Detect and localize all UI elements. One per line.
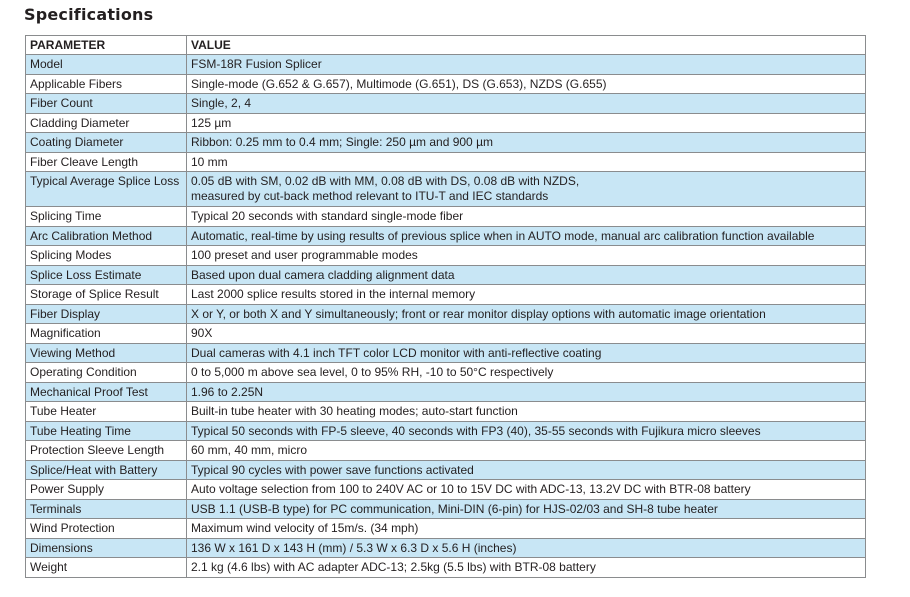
value-cell: Single, 2, 4 [187, 94, 866, 114]
table-header-row [26, 36, 866, 55]
header-parameter: PARAMETER [26, 36, 187, 55]
param-cell: Dimensions [26, 538, 187, 558]
param-cell: Coating Diameter [26, 133, 187, 153]
table-row [26, 363, 866, 383]
table-row [26, 343, 866, 363]
value-cell: Typical 90 cycles with power save functions activated [187, 460, 866, 480]
table-row [26, 113, 866, 133]
param-cell: Weight [26, 558, 187, 578]
table-row [26, 519, 866, 539]
value-cell: 60 mm, 40 mm, micro [187, 441, 866, 461]
value-cell: Auto voltage selection from 100 to 240V AC or 10 to 15V DC with ADC-13, 13.2V DC with BTR-08 battery [187, 480, 866, 500]
value-cell: Automatic, real-time by using results of previous splice when in AUTO mode, manual arc calibration function available [187, 226, 866, 246]
table-row [26, 133, 866, 153]
value-cell: 136 W x 161 D x 143 H (mm) / 5.3 W x 6.3 D x 5.6 H (inches) [187, 538, 866, 558]
param-cell: Tube Heating Time [26, 421, 187, 441]
table-row [26, 480, 866, 500]
param-cell: Wind Protection [26, 519, 187, 539]
value-cell: 125 µm [187, 113, 866, 133]
value-cell: Typical 50 seconds with FP-5 sleeve, 40 seconds with FP3 (40), 35-55 seconds with Fujikura micro sleeves [187, 421, 866, 441]
specifications-table [25, 35, 866, 578]
table-row [26, 324, 866, 344]
param-cell: Operating Condition [26, 363, 187, 383]
page-title: Specifications [24, 5, 154, 24]
value-cell: 90X [187, 324, 866, 344]
value-cell: Last 2000 splice results stored in the internal memory [187, 285, 866, 305]
table-row [26, 226, 866, 246]
param-cell: Viewing Method [26, 343, 187, 363]
table-row [26, 285, 866, 305]
param-cell: Arc Calibration Method [26, 226, 187, 246]
param-cell: Cladding Diameter [26, 113, 187, 133]
table-row [26, 382, 866, 402]
table-row [26, 441, 866, 461]
param-cell: Splicing Time [26, 207, 187, 227]
param-cell: Power Supply [26, 480, 187, 500]
table-row [26, 74, 866, 94]
table-row [26, 460, 866, 480]
value-cell: Maximum wind velocity of 15m/s. (34 mph) [187, 519, 866, 539]
param-cell: Typical Average Splice Loss [26, 172, 187, 207]
table-row [26, 55, 866, 75]
table-row [26, 402, 866, 422]
value-cell: X or Y, or both X and Y simultaneously; front or rear monitor display options with automatic image orientation [187, 304, 866, 324]
param-cell: Model [26, 55, 187, 75]
param-cell: Mechanical Proof Test [26, 382, 187, 402]
param-cell: Terminals [26, 499, 187, 519]
param-cell: Fiber Count [26, 94, 187, 114]
value-cell: Single-mode (G.652 & G.657), Multimode (G.651), DS (G.653), NZDS (G.655) [187, 74, 866, 94]
value-cell: 2.1 kg (4.6 lbs) with AC adapter ADC-13; 2.5kg (5.5 lbs) with BTR-08 battery [187, 558, 866, 578]
value-cell: Ribbon: 0.25 mm to 0.4 mm; Single: 250 µm and 900 µm [187, 133, 866, 153]
table-row [26, 304, 866, 324]
value-cell [187, 172, 866, 207]
table-row [26, 207, 866, 227]
header-value: VALUE [187, 36, 866, 55]
table-row [26, 172, 866, 207]
param-cell: Storage of Splice Result [26, 285, 187, 305]
table-row [26, 152, 866, 172]
param-cell: Fiber Cleave Length [26, 152, 187, 172]
table-row [26, 265, 866, 285]
param-cell: Magnification [26, 324, 187, 344]
param-cell: Tube Heater [26, 402, 187, 422]
value-cell: 10 mm [187, 152, 866, 172]
param-cell: Applicable Fibers [26, 74, 187, 94]
param-cell: Fiber Display [26, 304, 187, 324]
table-row [26, 421, 866, 441]
table-row [26, 94, 866, 114]
value-line-2: measured by cut-back method relevant to ITU-T and IEC standards [191, 189, 549, 203]
param-cell: Splicing Modes [26, 246, 187, 266]
value-cell: 100 preset and user programmable modes [187, 246, 866, 266]
value-cell: Typical 20 seconds with standard single-mode fiber [187, 207, 866, 227]
value-cell: FSM-18R Fusion Splicer [187, 55, 866, 75]
table-row [26, 538, 866, 558]
param-cell: Splice Loss Estimate [26, 265, 187, 285]
table-row [26, 558, 866, 578]
value-cell: Based upon dual camera cladding alignment data [187, 265, 866, 285]
value-cell: 1.96 to 2.25N [187, 382, 866, 402]
param-cell: Protection Sleeve Length [26, 441, 187, 461]
table-row [26, 499, 866, 519]
value-cell: 0 to 5,000 m above sea level, 0 to 95% RH, -10 to 50°C respectively [187, 363, 866, 383]
value-line-1: 0.05 dB with SM, 0.02 dB with MM, 0.08 dB with DS, 0.08 dB with NZDS, [191, 174, 580, 188]
table-row [26, 246, 866, 266]
value-cell: Dual cameras with 4.1 inch TFT color LCD monitor with anti-reflective coating [187, 343, 866, 363]
param-cell: Splice/Heat with Battery [26, 460, 187, 480]
value-cell: USB 1.1 (USB-B type) for PC communication, Mini-DIN (6-pin) for HJS-02/03 and SH-8 tube heater [187, 499, 866, 519]
value-cell: Built-in tube heater with 30 heating modes; auto-start function [187, 402, 866, 422]
